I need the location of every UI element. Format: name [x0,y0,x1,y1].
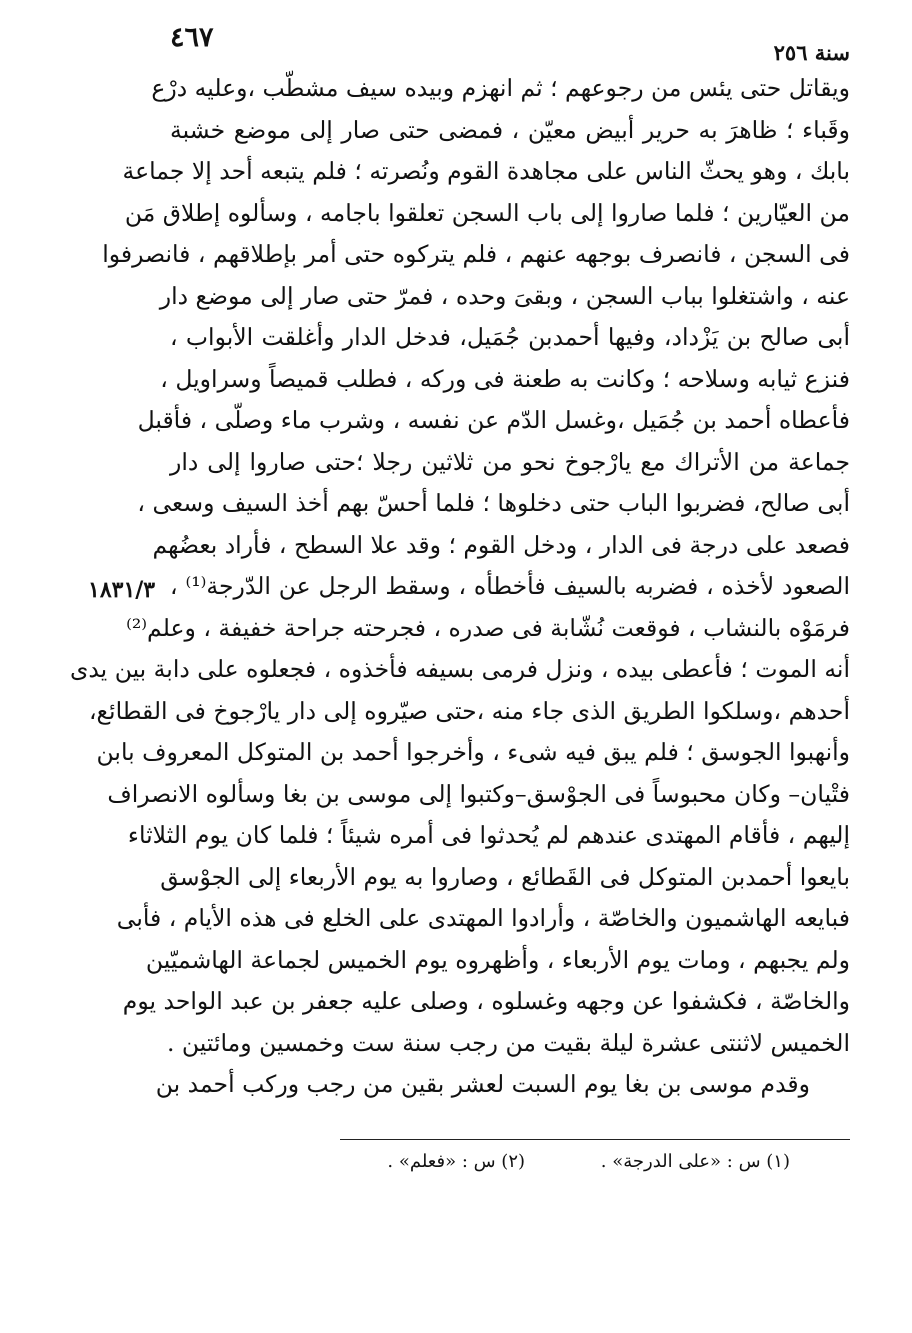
text-line-new-paragraph: وقدم موسى بن بغا يوم السبت لعشر بقين من رجب وركب أحمد بن [155,1070,810,1098]
page-header [170,22,850,74]
text-line: أبى صالح بن يَزْداد، وفيها أحمدبن جُمَيل، فدخل الدار وأغلقت الأبواب ، [170,323,850,351]
text-line: من العيّارين ؛ فلما صاروا إلى باب السجن تعلقوا باجامه ، وسألوه إطلاق مَن [124,198,850,227]
footnotes [300,1151,790,1172]
text-line: بايعوا أحمدبن المتوكل فى القَطائع ، وصاروا به يوم الأربعاء إلى الجوْسق [160,862,850,891]
text-line: جماعة من الأتراك مع يارْجوخ نحو من ثلاثين رجلا ؛حتى صاروا إلى دار [170,447,850,476]
text-line: أحدهم ،وسلكوا الطريق الذى جاء منه ،حتى صيّروه إلى دار يارْجوخ فى القطائع، [88,696,850,725]
page-number: ٤٦٧ [170,22,214,53]
text-line: عنه ، واشتغلوا بباب السجن ، وبقىَ وحده ، فمرّ حتى صار إلى موضع دار [159,281,850,310]
text-line: فنزع ثيابه وسلاحه ؛ وكانت به طعنة فى وركه ، فطلب قميصاً وسراويل ، [160,364,850,393]
text-line: وقَباء ؛ ظاهرَ به حرير أبيض معيّن ، فمضى حتى صار إلى موضع خشبة [170,115,850,144]
text-line: فى السجن ، فانصرف بوجهه عنهم ، فلم يتركوه حتى أمر بإطلاقهم ، فانصرفوا [102,240,850,268]
margin-note: ١٨٣١/٣ [88,577,156,603]
text-line: والخاصّة ، فكشفوا عن وجهه وغسلوه ، وصلى عليه جعفر بن عبد الواحد يوم [122,987,850,1015]
text-line: أبى صالح، فضربوا الباب حتى دخلوها ؛ فلما أحسّ بهم أخذ السيف وسعى ، [137,489,850,517]
footnote-1: (١) س : «على الدرجة» . [600,1151,790,1172]
text-line: الصعود لأخذه ، فضربه بالسيف فأخطأه ، وسقط الرجل عن الدّرجة⁽¹⁾ ، [170,572,850,600]
text-line: إليهم ، فأقام المهتدى عندهم لم يُحدثوا فى أمره شيئاً ؛ فلما كان يوم الثلاثاء [127,821,850,849]
text-line: ولم يجبهم ، ومات يوم الأربعاء ، وأظهروه يوم الخميس لجماعة الهاشميّين [145,945,850,974]
text-line: فرمَوْه بالنشاب ، فوقعت نُشّابة فى صدره ، فجرحته جراحة خفيفة ، وعلم⁽²⁾ [126,613,850,642]
text-line: بابك ، وهو يحثّ الناس على مجاهدة القوم ونُصرته ؛ فلم يتبعه أحد إلا جماعة [122,157,850,185]
text-line: فتْيان– وكان محبوساً فى الجوْسق–وكتبوا إلى موسى بن بغا وسألوه الانصراف [107,779,850,808]
footnote-2: (٢) س : «فعلم» . [387,1151,526,1172]
text-line: فصعد على درجة فى الدار ، ودخل القوم ؛ وقد علا السطح ، فأراد بعضُهم [152,530,850,559]
text-line: وأنهبوا الجوسق ؛ فلم يبق فيه شىء ، وأخرجوا أحمد بن المتوكل المعروف بابن [96,738,850,766]
text-line: فبايعه الهاشميون والخاصّة ، وأرادوا المهتدى على الخلع فى هذه الأيام ، فأبى [116,904,850,932]
footnote-divider [340,1139,850,1140]
year-label: سنة ٢٥٦ [773,40,850,65]
text-line: ويقاتل حتى يئس من رجوعهم ؛ ثم انهزم وبيده سيف مشطّب ،وعليه درْع [151,74,850,102]
text-line: الخميس لاثنتى عشرة ليلة بقيت من رجب سنة ست وخمسين ومائتين . [166,1028,850,1057]
text-line: فأعطاه أحمد بن جُمَيل ،وغسل الدّم عن نفسه ، وشرب ماء وصلّى ، فأقبل [137,406,850,434]
text-line: أنه الموت ؛ فأعطى بيده ، ونزل فرمى بسيفه فأخذوه ، فجعلوه على دابة بين يدى [69,655,850,683]
